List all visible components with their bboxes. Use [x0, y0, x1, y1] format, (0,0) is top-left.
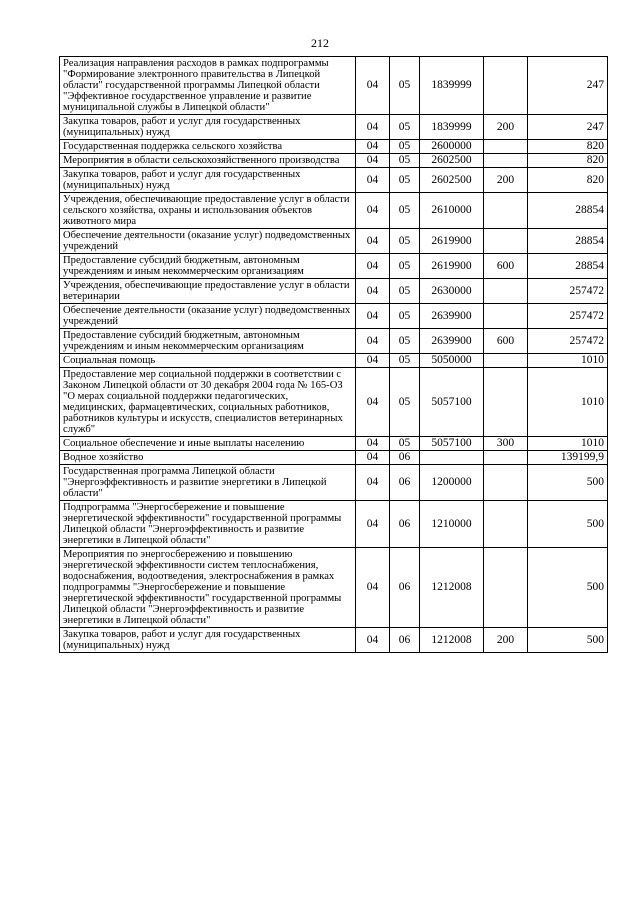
- target-article-cell: 2630000: [420, 279, 484, 304]
- subsection-code-cell: 05: [390, 304, 420, 329]
- page-number: 212: [311, 36, 329, 50]
- amount-cell: 1010: [528, 354, 608, 368]
- expense-type-cell: [484, 229, 528, 254]
- section-code-cell: 04: [356, 354, 390, 368]
- table-row: [60, 140, 608, 154]
- section-code-cell: 04: [356, 140, 390, 154]
- table-row: [60, 57, 608, 115]
- table-row: [60, 451, 608, 465]
- budget-table-body: [60, 57, 608, 653]
- amount-cell: 500: [528, 628, 608, 653]
- subsection-code-cell: 05: [390, 229, 420, 254]
- expense-name-cell: Водное хозяйство: [60, 451, 356, 465]
- section-code-cell: 04: [356, 229, 390, 254]
- subsection-code-cell: 06: [390, 548, 420, 628]
- section-code-cell: 04: [356, 368, 390, 437]
- expense-type-cell: [484, 279, 528, 304]
- subsection-code-cell: 05: [390, 254, 420, 279]
- subsection-code-cell: 05: [390, 437, 420, 451]
- budget-table: [59, 56, 608, 653]
- expense-name-cell: Социальное обеспечение и иные выплаты населению: [60, 437, 356, 451]
- amount-cell: 139199,9: [528, 451, 608, 465]
- amount-cell: 247: [528, 115, 608, 140]
- table-row: [60, 465, 608, 501]
- subsection-code-cell: 06: [390, 501, 420, 548]
- subsection-code-cell: 05: [390, 168, 420, 193]
- target-article-cell: 1212008: [420, 628, 484, 653]
- table-row: [60, 368, 608, 437]
- section-code-cell: 04: [356, 193, 390, 229]
- section-code-cell: 04: [356, 451, 390, 465]
- target-article-cell: 5050000: [420, 354, 484, 368]
- expense-type-cell: [484, 154, 528, 168]
- target-article-cell: 2602500: [420, 168, 484, 193]
- amount-cell: 257472: [528, 279, 608, 304]
- target-article-cell: 2600000: [420, 140, 484, 154]
- section-code-cell: 04: [356, 279, 390, 304]
- subsection-code-cell: 05: [390, 115, 420, 140]
- target-article-cell: 1200000: [420, 465, 484, 501]
- expense-name-cell: Закупка товаров, работ и услуг для государственных (муниципальных) нужд: [60, 115, 356, 140]
- expense-name-cell: Государственная программа Липецкой области "Энергоэффективность и развитие энергетики в Липецкой области": [60, 465, 356, 501]
- amount-cell: 28854: [528, 254, 608, 279]
- table-row: [60, 501, 608, 548]
- target-article-cell: 1212008: [420, 548, 484, 628]
- subsection-code-cell: 05: [390, 354, 420, 368]
- target-article-cell: 2639900: [420, 304, 484, 329]
- subsection-code-cell: 05: [390, 279, 420, 304]
- expense-name-cell: Государственная поддержка сельского хозяйства: [60, 140, 356, 154]
- table-row: [60, 354, 608, 368]
- expense-name-cell: Подпрограмма "Энергосбережение и повышение энергетической эффективности" государственной программы Липецкой области "Энергоэффективность и развитие энергетики в Липецкой области": [60, 501, 356, 548]
- target-article-cell: 1839999: [420, 115, 484, 140]
- expense-type-cell: 200: [484, 115, 528, 140]
- amount-cell: 1010: [528, 437, 608, 451]
- table-row: [60, 229, 608, 254]
- amount-cell: 820: [528, 140, 608, 154]
- subsection-code-cell: 05: [390, 193, 420, 229]
- target-article-cell: 5057100: [420, 368, 484, 437]
- expense-name-cell: Закупка товаров, работ и услуг для государственных (муниципальных) нужд: [60, 628, 356, 653]
- section-code-cell: 04: [356, 115, 390, 140]
- section-code-cell: 04: [356, 437, 390, 451]
- expense-type-cell: 200: [484, 628, 528, 653]
- section-code-cell: 04: [356, 548, 390, 628]
- target-article-cell: 2619900: [420, 254, 484, 279]
- amount-cell: 257472: [528, 304, 608, 329]
- amount-cell: 257472: [528, 329, 608, 354]
- expense-name-cell: Предоставление субсидий бюджетным, автономным учреждениям и иным некоммерческим организациям: [60, 254, 356, 279]
- amount-cell: 500: [528, 501, 608, 548]
- table-row: [60, 168, 608, 193]
- expense-type-cell: 600: [484, 329, 528, 354]
- table-row: [60, 628, 608, 653]
- expense-type-cell: [484, 354, 528, 368]
- expense-name-cell: Предоставление мер социальной поддержки в соответствии с Законом Липецкой области от 30 декабря 2004 года № 165-ОЗ "О мерах социальной поддержки педагогических, медицинских, фармацевтических, социальных работников, работников культуры и искусств, специалистов ветеринарных служб": [60, 368, 356, 437]
- expense-name-cell: Обеспечение деятельности (оказание услуг) подведомственных учреждений: [60, 229, 356, 254]
- subsection-code-cell: 06: [390, 451, 420, 465]
- target-article-cell: 1210000: [420, 501, 484, 548]
- expense-name-cell: Учреждения, обеспечивающие предоставление услуг в области сельского хозяйства, охраны и использования объектов животного мира: [60, 193, 356, 229]
- expense-type-cell: [484, 451, 528, 465]
- expense-type-cell: [484, 501, 528, 548]
- expense-name-cell: Закупка товаров, работ и услуг для государственных (муниципальных) нужд: [60, 168, 356, 193]
- section-code-cell: 04: [356, 254, 390, 279]
- table-row: [60, 115, 608, 140]
- amount-cell: 28854: [528, 193, 608, 229]
- expense-type-cell: [484, 368, 528, 437]
- section-code-cell: 04: [356, 465, 390, 501]
- table-row: [60, 193, 608, 229]
- target-article-cell: 5057100: [420, 437, 484, 451]
- expense-name-cell: Мероприятия по энергосбережению и повышению энергетической эффективности систем теплоснабжения, водоснабжения, водоотведения, электроснабжения в рамках подпрограммы "Энергосбережение и повышение энергетической эффективности" государственной программы Липецкой области "Энергоэффективность и развитие энергетики в Липецкой области": [60, 548, 356, 628]
- expense-name-cell: Обеспечение деятельности (оказание услуг) подведомственных учреждений: [60, 304, 356, 329]
- subsection-code-cell: 05: [390, 329, 420, 354]
- subsection-code-cell: 05: [390, 140, 420, 154]
- section-code-cell: 04: [356, 304, 390, 329]
- amount-cell: 500: [528, 548, 608, 628]
- table-row: [60, 329, 608, 354]
- amount-cell: 247: [528, 57, 608, 115]
- table-row: [60, 548, 608, 628]
- subsection-code-cell: 06: [390, 465, 420, 501]
- target-article-cell: 2619900: [420, 229, 484, 254]
- expense-name-cell: Реализация направления расходов в рамках подпрограммы "Формирование электронного правительства в Липецкой области" государственной программы Липецкой области "Эффективное государственное управление и развитие муниципальной службы в Липецкой области": [60, 57, 356, 115]
- expense-type-cell: [484, 193, 528, 229]
- target-article-cell: 2602500: [420, 154, 484, 168]
- expense-name-cell: Социальная помощь: [60, 354, 356, 368]
- subsection-code-cell: 05: [390, 57, 420, 115]
- target-article-cell: [420, 451, 484, 465]
- target-article-cell: 1839999: [420, 57, 484, 115]
- section-code-cell: 04: [356, 57, 390, 115]
- amount-cell: 820: [528, 154, 608, 168]
- amount-cell: 28854: [528, 229, 608, 254]
- expense-type-cell: [484, 465, 528, 501]
- table-row: [60, 437, 608, 451]
- expense-type-cell: [484, 304, 528, 329]
- section-code-cell: 04: [356, 329, 390, 354]
- section-code-cell: 04: [356, 154, 390, 168]
- section-code-cell: 04: [356, 501, 390, 548]
- expense-type-cell: 200: [484, 168, 528, 193]
- table-row: [60, 254, 608, 279]
- expense-type-cell: 300: [484, 437, 528, 451]
- expense-name-cell: Предоставление субсидий бюджетным, автономным учреждениям и иным некоммерческим организациям: [60, 329, 356, 354]
- amount-cell: 1010: [528, 368, 608, 437]
- table-row: [60, 279, 608, 304]
- subsection-code-cell: 06: [390, 628, 420, 653]
- expense-name-cell: Мероприятия в области сельскохозяйственного производства: [60, 154, 356, 168]
- target-article-cell: 2639900: [420, 329, 484, 354]
- subsection-code-cell: 05: [390, 154, 420, 168]
- expense-type-cell: [484, 140, 528, 154]
- table-row: [60, 304, 608, 329]
- expense-type-cell: 600: [484, 254, 528, 279]
- expense-type-cell: [484, 548, 528, 628]
- amount-cell: 500: [528, 465, 608, 501]
- section-code-cell: 04: [356, 628, 390, 653]
- subsection-code-cell: 05: [390, 368, 420, 437]
- target-article-cell: 2610000: [420, 193, 484, 229]
- table-row: [60, 154, 608, 168]
- section-code-cell: 04: [356, 168, 390, 193]
- expense-name-cell: Учреждения, обеспечивающие предоставление услуг в области ветеринарии: [60, 279, 356, 304]
- expense-type-cell: [484, 57, 528, 115]
- amount-cell: 820: [528, 168, 608, 193]
